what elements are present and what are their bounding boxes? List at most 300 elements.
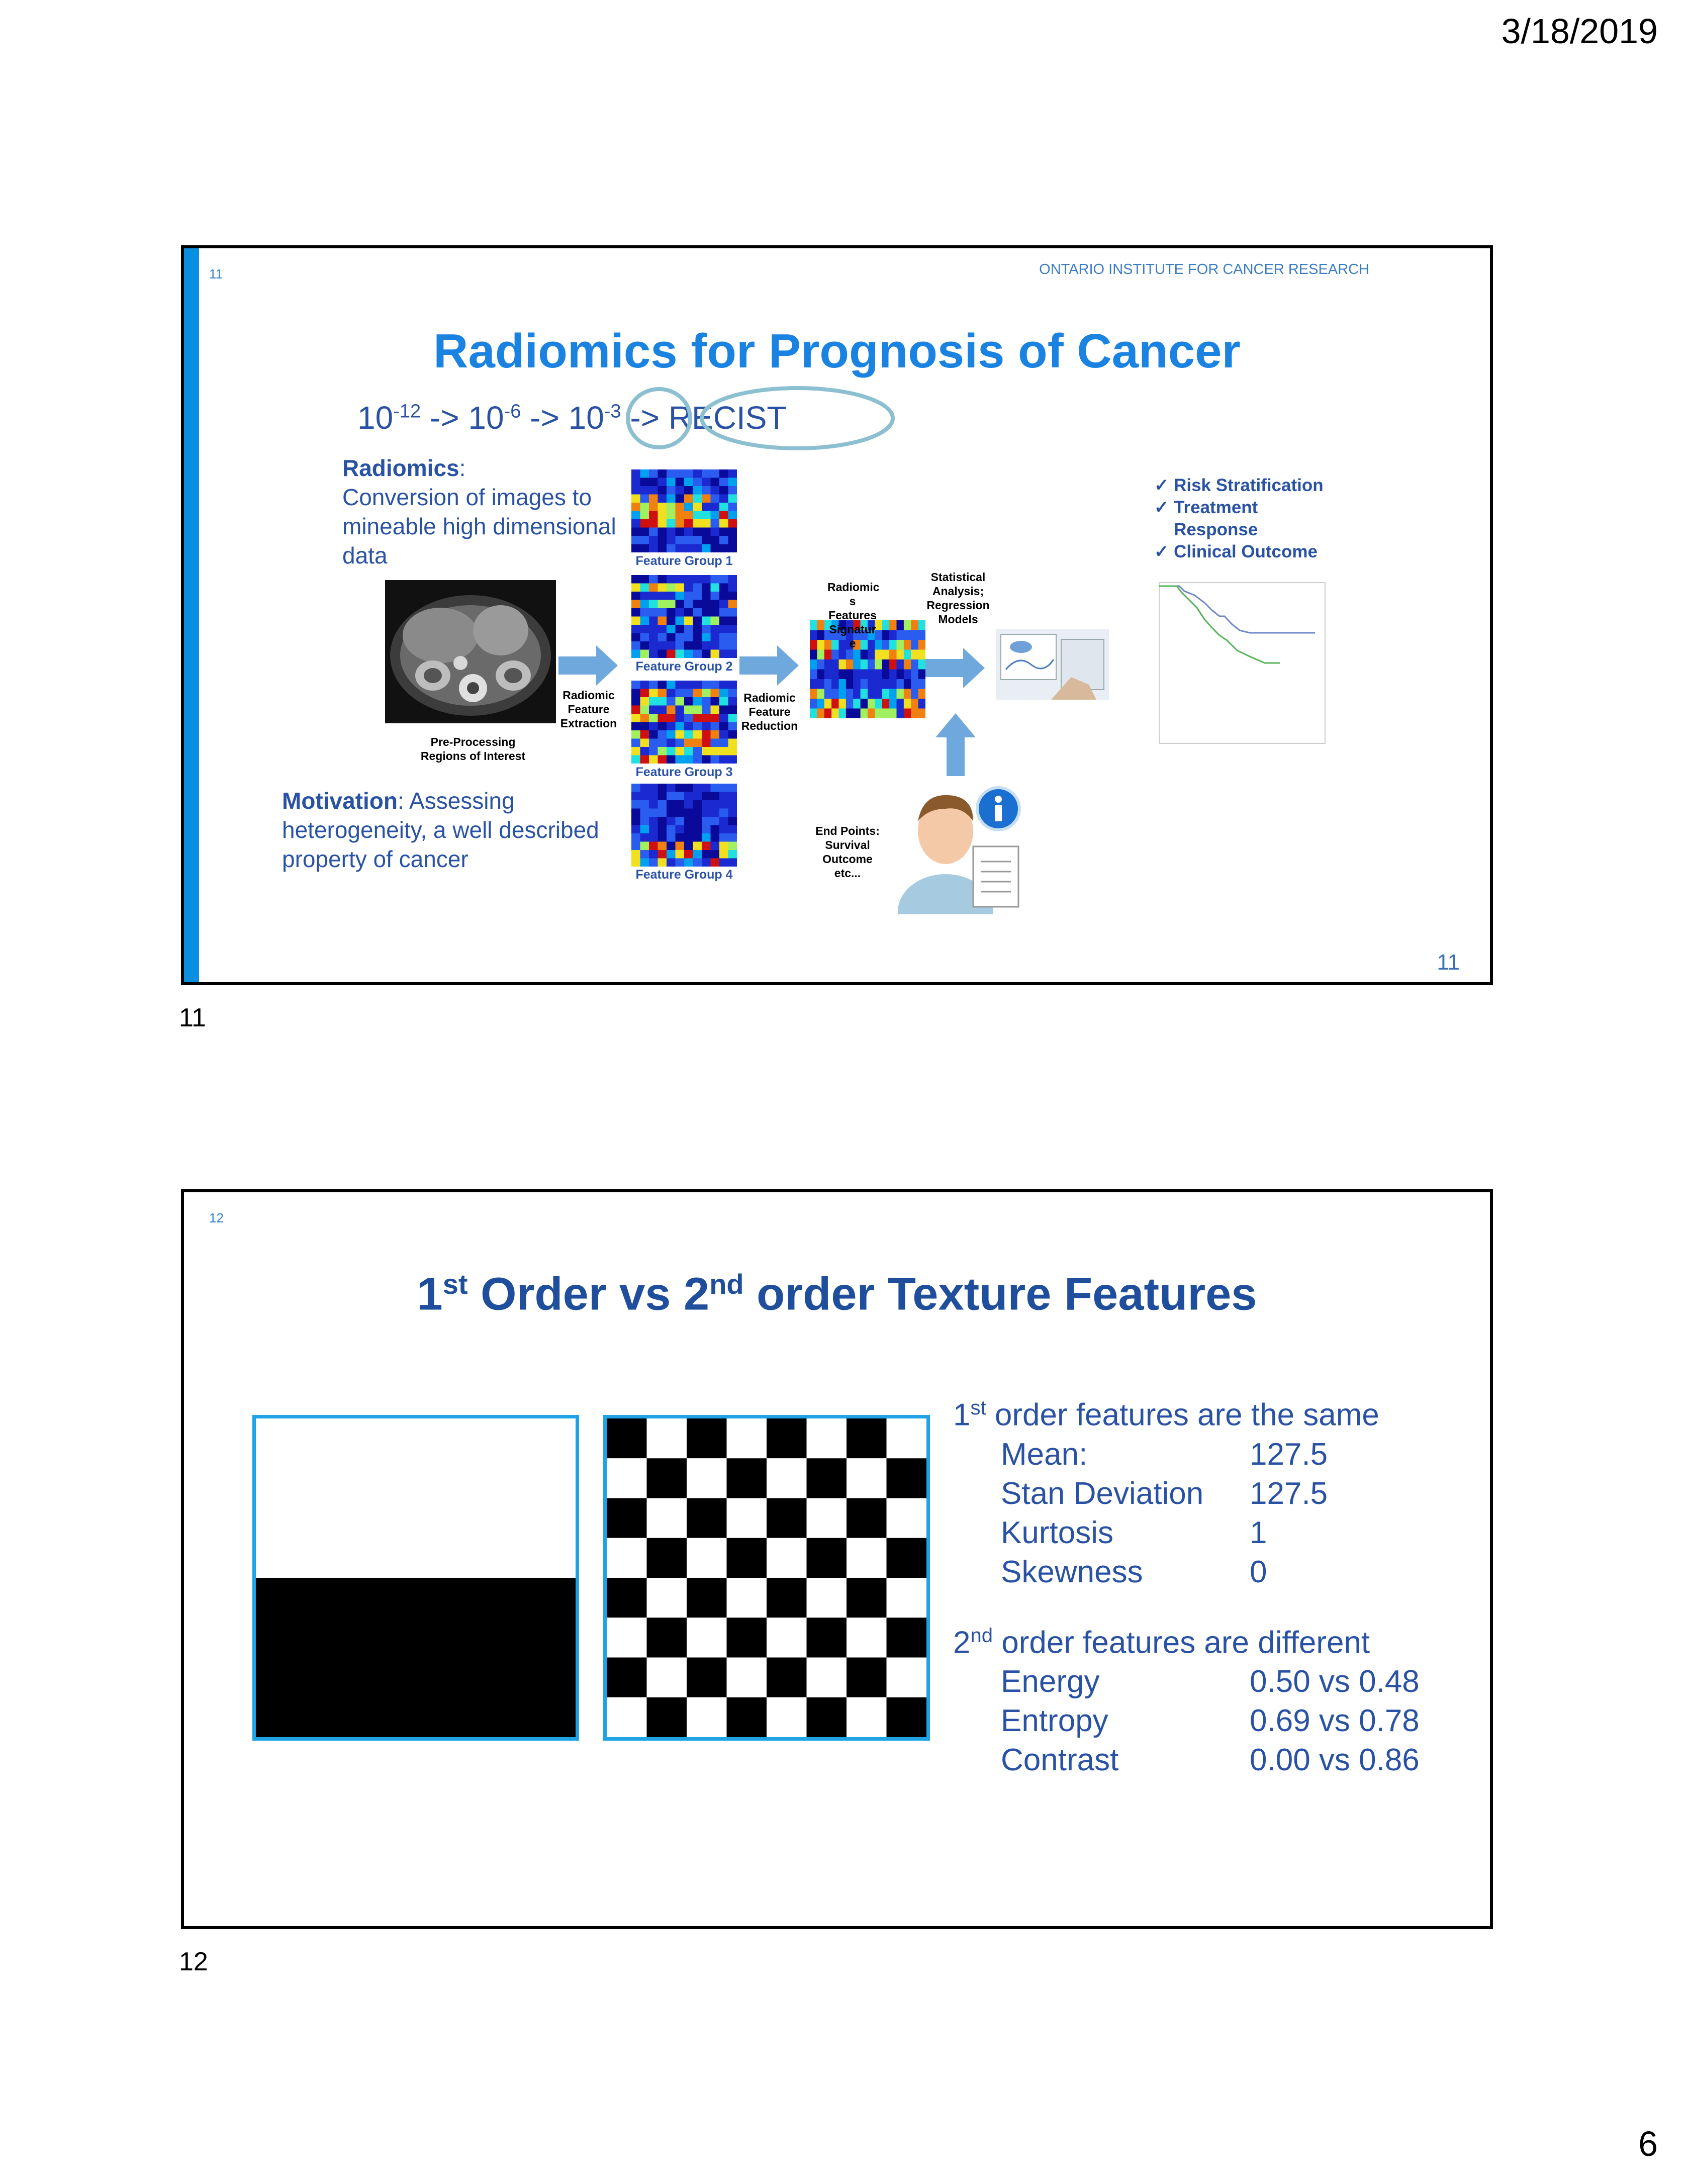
motivation-description: [282, 786, 644, 874]
heatmap-cell: [719, 600, 728, 609]
slide-caption: 11: [179, 1003, 206, 1032]
heatmap-cell: [658, 859, 667, 867]
heatmap-cell: [676, 519, 685, 528]
heatmap-cell: [684, 519, 693, 528]
checker-cell: [687, 1538, 727, 1578]
feature-name: Mean:: [1001, 1437, 1088, 1472]
checker-cell: [767, 1538, 807, 1578]
heatmap-cell: [897, 670, 904, 680]
heatmap-cell: [640, 600, 649, 609]
heatmap-cell: [667, 633, 676, 642]
heatmap-cell: [810, 630, 817, 640]
heatmap-cell: [711, 486, 720, 495]
heatmap-cell: [631, 714, 640, 722]
heatmap-cell: [667, 625, 676, 633]
checker-cell: [607, 1618, 647, 1657]
heatmap-cell: [861, 709, 868, 719]
heatmap-cell: [728, 747, 737, 755]
heatmap-cell: [719, 495, 728, 503]
feature-value: 0.50 vs 0.48: [1250, 1664, 1420, 1699]
outcome-item: [1154, 541, 1324, 563]
heatmap-cell: [693, 842, 702, 850]
heatmap-cell: [631, 747, 640, 755]
heatmap-cell: [631, 575, 640, 584]
heatmap-cell: [897, 689, 904, 699]
heatmap-cell: [719, 486, 728, 495]
heatmap-cell: [918, 689, 925, 699]
heatmap-cell: [831, 650, 839, 660]
heatmap-cell: [693, 792, 702, 801]
checker-cell: [807, 1458, 847, 1498]
checker-cell: [647, 1697, 687, 1737]
heatmap-cell: [728, 584, 737, 592]
heatmap-cell: [817, 659, 824, 670]
heatmap-cell: [640, 519, 649, 528]
heatmap-cell: [667, 469, 676, 478]
heatmap-cell: [676, 608, 685, 617]
heatmap-cell: [667, 536, 676, 544]
heatmap-cell: [719, 859, 728, 867]
heatmap-cell: [676, 495, 685, 503]
highlight-ellipses: [601, 384, 1054, 454]
heatmap-cell: [728, 755, 737, 764]
checker-cell: [647, 1578, 687, 1618]
heatmap-cell: [817, 650, 824, 660]
heatmap-cell: [667, 689, 676, 698]
feature-value: 0: [1250, 1554, 1267, 1589]
heatmap-cell: [667, 842, 676, 850]
heatmap-cell: [868, 689, 875, 699]
title-sup: st: [442, 1268, 468, 1300]
heatmap-cell: [719, 809, 728, 817]
heatmap-cell: [702, 833, 711, 842]
heatmap-cell: [904, 670, 911, 680]
heatmap-cell: [667, 478, 676, 487]
heatmap-cell: [676, 825, 685, 834]
label-extraction: Radiomic Feature Extraction: [560, 689, 617, 730]
heatmap-cell: [631, 503, 640, 511]
heatmap-cell: [631, 739, 640, 747]
heatmap-cell: [631, 544, 640, 553]
heatmap-cell: [904, 620, 911, 630]
first-order-heading: [953, 1388, 1420, 1435]
heatmap-cell: [702, 528, 711, 536]
feature-name: Stan Deviation: [1001, 1476, 1204, 1511]
heatmap-cell: [711, 617, 720, 625]
heatmap-cell: [676, 633, 685, 642]
heatmap-cell: [640, 842, 649, 850]
checker-cell: [767, 1658, 807, 1697]
heatmap-cell: [640, 809, 649, 817]
checker-cell: [807, 1498, 847, 1538]
heatmap-cell: [658, 478, 667, 487]
heatmap-cell: [631, 528, 640, 536]
heatmap-cell: [693, 528, 702, 536]
heatmap-cell: [667, 511, 676, 520]
heatmap-cell: [693, 503, 702, 511]
heatmap-cell: [711, 842, 720, 850]
heading-text: order features are the same: [986, 1397, 1379, 1433]
heatmap-cell: [684, 755, 693, 764]
heatmap-cell: [667, 809, 676, 817]
heatmap-cell: [711, 608, 720, 617]
heatmap-cell: [728, 739, 737, 747]
heatmap-cell: [658, 739, 667, 747]
heatmap-cell: [904, 630, 911, 640]
heatmap-cell: [711, 784, 720, 792]
heatmap-cell: [658, 817, 667, 825]
heatmap-cell: [719, 739, 728, 747]
heatmap-cell: [676, 714, 685, 722]
heatmap-cell: [658, 544, 667, 553]
heatmap-cell: [728, 478, 737, 487]
heatmap-cell: [904, 650, 911, 660]
heatmap-cell: [702, 747, 711, 755]
checker-cell: [607, 1418, 647, 1458]
heatmap-cell: [911, 659, 918, 670]
heatmap-cell: [824, 699, 832, 709]
heatmap-cell: [649, 850, 658, 859]
heatmap-cell: [719, 730, 728, 739]
checker-cell: [687, 1498, 727, 1538]
heatmap-cell: [702, 641, 711, 650]
heatmap-cell: [640, 528, 649, 536]
heatmap-cell: [702, 650, 711, 658]
heatmap-cell: [658, 792, 667, 801]
heatmap-cell: [658, 617, 667, 625]
heatmap-cell: [658, 503, 667, 511]
heatmap-cell: [631, 755, 640, 764]
heatmap-cell: [817, 679, 824, 689]
checker-cell: [887, 1458, 927, 1498]
heatmap-cell: [649, 842, 658, 850]
analysis-image: [996, 629, 1109, 700]
heatmap-cell: [640, 706, 649, 714]
heatmap-cell: [649, 495, 658, 503]
heatmap-cell: [684, 495, 693, 503]
heatmap-cell: [676, 792, 685, 801]
heatmap-cell: [719, 792, 728, 801]
heatmap-cell: [640, 469, 649, 478]
heatmap-cell: [684, 575, 693, 584]
title-part: Order vs 2: [467, 1268, 710, 1320]
heatmap-cell: [719, 800, 728, 809]
heatmap-cell: [667, 592, 676, 600]
heatmap-cell: [667, 584, 676, 592]
heatmap-cell: [676, 641, 685, 650]
heatmap-cell: [861, 689, 868, 699]
checker-cell: [767, 1697, 807, 1737]
heatmap-cell: [693, 747, 702, 755]
heatmap-cell: [875, 650, 882, 660]
radiomics-term: Radiomics: [342, 455, 459, 481]
checker-cell: [767, 1578, 807, 1618]
heatmap-cell: [640, 825, 649, 834]
heatmap-cell: [667, 600, 676, 609]
feature-row: [953, 1474, 1420, 1513]
heatmap-cell: [711, 633, 720, 642]
heatmap-cell: [693, 650, 702, 658]
heatmap-cell: [831, 679, 839, 689]
heatmap-cell: [640, 536, 649, 544]
heatmap-cell: [640, 503, 649, 511]
checker-cell: [847, 1538, 887, 1578]
checker-cell: [647, 1658, 687, 1697]
heatmap-cell: [728, 817, 737, 825]
heatmap-cell: [719, 747, 728, 755]
motivation-definition: : Assessing heterogeneity, a well described property of cancer: [282, 788, 599, 872]
heatmap-cell: [719, 697, 728, 706]
heatmap-cell: [711, 817, 720, 825]
heatmap-cell: [631, 486, 640, 495]
heatmap-cell: [658, 722, 667, 731]
heatmap-cell: [846, 670, 854, 680]
heatmap-cell: [693, 641, 702, 650]
heatmap-cell: [897, 679, 904, 689]
heatmap-cell: [658, 600, 667, 609]
heatmap-cell: [817, 709, 824, 719]
heatmap-cell: [667, 730, 676, 739]
checker-cell: [887, 1538, 927, 1578]
heatmap-cell: [911, 650, 918, 660]
heatmap-cell: [676, 730, 685, 739]
heatmap-cell: [711, 575, 720, 584]
heatmap-cell: [649, 608, 658, 617]
heatmap-cell: [631, 519, 640, 528]
heatmap-cell: [631, 722, 640, 731]
heatmap-cell: [667, 739, 676, 747]
heatmap-cell: [649, 641, 658, 650]
heatmap-cell: [693, 681, 702, 689]
checker-cell: [727, 1498, 767, 1538]
heatmap-cell: [702, 633, 711, 642]
heatmap-cell: [875, 679, 882, 689]
checkerboard-image: [603, 1415, 930, 1741]
heatmap-cell: [711, 478, 720, 487]
heatmap-cell: [719, 817, 728, 825]
heatmap-cell: [684, 792, 693, 801]
heatmap-cell: [658, 608, 667, 617]
heatmap-cell: [649, 697, 658, 706]
heatmap-cell: [728, 650, 737, 658]
heatmap-cell: [846, 659, 854, 670]
checker-cell: [727, 1618, 767, 1657]
heatmap-cell: [649, 817, 658, 825]
heatmap-cell: [684, 486, 693, 495]
heatmap-cell: [702, 608, 711, 617]
heatmap-cell: [684, 747, 693, 755]
heatmap-cell: [649, 755, 658, 764]
heatmap-cell: [658, 697, 667, 706]
heatmap-cell: [693, 469, 702, 478]
feature-comparison: [953, 1388, 1420, 1780]
checker-cell: [687, 1658, 727, 1697]
heatmap-cell: [684, 600, 693, 609]
checker-cell: [767, 1618, 807, 1657]
heatmap-cell: [853, 670, 861, 680]
heatmap-cell: [676, 544, 685, 553]
heatmap-cell: [918, 709, 925, 719]
heatmap-cell: [711, 600, 720, 609]
heatmap-cell: [667, 859, 676, 867]
heatmap-cell: [676, 706, 685, 714]
heatmap-cell: [719, 833, 728, 842]
heading-sup: st: [970, 1397, 986, 1419]
heatmap-cell: [711, 800, 720, 809]
heatmap-cell: [728, 536, 737, 544]
heatmap-cell: [684, 739, 693, 747]
heatmap-cell: [702, 478, 711, 487]
heatmap-cell: [676, 784, 685, 792]
page-date: 3/18/2019: [1501, 12, 1658, 51]
checker-cell: [887, 1618, 927, 1657]
heatmap-cell: [649, 784, 658, 792]
heatmap-cell: [711, 739, 720, 747]
feature-group-3-heatmap: [631, 681, 737, 764]
heatmap-cell: [719, 503, 728, 511]
heatmap-cell: [649, 575, 658, 584]
heatmap-cell: [728, 608, 737, 617]
heatmap-cell: [658, 592, 667, 600]
title-sup: nd: [709, 1268, 744, 1300]
heatmap-cell: [882, 650, 890, 660]
heatmap-cell: [631, 817, 640, 825]
motivation-term: Motivation: [282, 788, 398, 814]
heatmap-cell: [649, 859, 658, 867]
heatmap-cell: [658, 519, 667, 528]
heatmap-cell: [667, 706, 676, 714]
checker-cell: [887, 1498, 927, 1538]
heatmap-cell: [868, 709, 875, 719]
feature-group-2-heatmap: [631, 575, 737, 658]
heatmap-cell: [693, 730, 702, 739]
heatmap-cell: [889, 699, 897, 709]
heatmap-cell: [684, 650, 693, 658]
heatmap-cell: [810, 650, 817, 660]
heatmap-cell: [667, 544, 676, 553]
heatmap-cell: [728, 592, 737, 600]
heatmap-cell: [728, 784, 737, 792]
exp-base: 10: [568, 400, 604, 436]
heatmap-cell: [824, 670, 832, 680]
exp-power: -6: [504, 401, 521, 422]
heatmap-cell: [667, 486, 676, 495]
heatmap-cell: [658, 784, 667, 792]
heatmap-cell: [728, 528, 737, 536]
heatmap-cell: [631, 511, 640, 520]
organization-name: ONTARIO INSTITUTE FOR CANCER RESEARCH: [1039, 261, 1369, 277]
heatmap-cell: [640, 478, 649, 487]
heatmap-cell: [719, 544, 728, 553]
heatmap-cell: [702, 575, 711, 584]
heatmap-cell: [640, 633, 649, 642]
heatmap-cell: [684, 809, 693, 817]
heatmap-cell: [649, 714, 658, 722]
heatmap-cell: [889, 709, 897, 719]
heatmap-cell: [911, 640, 918, 650]
feature-group-2-label: Feature Group 2: [635, 659, 733, 674]
heatmap-cell: [676, 755, 685, 764]
checker-cell: [887, 1578, 927, 1618]
heatmap-cell: [711, 519, 720, 528]
heatmap-cell: [676, 478, 685, 487]
heatmap-cell: [649, 528, 658, 536]
heatmap-cell: [728, 730, 737, 739]
heatmap-cell: [711, 859, 720, 867]
outcome-label: Risk Stratification: [1174, 476, 1324, 495]
heatmap-cell: [875, 670, 882, 680]
check-icon: ✓: [1154, 476, 1169, 495]
heatmap-cell: [693, 850, 702, 859]
heatmap-cell: [684, 689, 693, 698]
heatmap-cell: [711, 697, 720, 706]
heatmap-cell: [693, 519, 702, 528]
slide-texture-features: [181, 1189, 1493, 1929]
checker-cell: [687, 1418, 727, 1458]
heatmap-cell: [693, 536, 702, 544]
heatmap-cell: [846, 689, 854, 699]
heatmap-cell: [882, 709, 890, 719]
checker-cell: [847, 1658, 887, 1697]
heatmap-cell: [658, 706, 667, 714]
heatmap-cell: [693, 575, 702, 584]
checker-cell: [807, 1618, 847, 1657]
heatmap-cell: [631, 584, 640, 592]
heatmap-cell: [640, 739, 649, 747]
heatmap-cell: [658, 511, 667, 520]
heading-sup: nd: [970, 1624, 993, 1647]
heatmap-cell: [676, 817, 685, 825]
heatmap-cell: [631, 689, 640, 698]
heatmap-cell: [658, 486, 667, 495]
ellipse-large: [702, 388, 893, 448]
heatmap-cell: [702, 722, 711, 731]
heatmap-cell: [667, 792, 676, 801]
heatmap-cell: [810, 640, 817, 650]
heatmap-cell: [719, 592, 728, 600]
heatmap-cell: [658, 495, 667, 503]
heatmap-cell: [889, 689, 897, 699]
heatmap-cell: [846, 709, 854, 719]
heatmap-cell: [631, 633, 640, 642]
heatmap-cell: [676, 503, 685, 511]
heatmap-cell: [667, 800, 676, 809]
heatmap-cell: [658, 747, 667, 755]
label-signature: Radiomic s Features Signatur e: [827, 581, 880, 650]
heatmap-cell: [658, 809, 667, 817]
heatmap-cell: [693, 697, 702, 706]
heatmap-cell: [649, 478, 658, 487]
heatmap-cell: [711, 584, 720, 592]
heatmap-cell: [684, 697, 693, 706]
heatmap-cell: [640, 608, 649, 617]
checker-cell: [807, 1578, 847, 1618]
check-icon: ✓: [1154, 542, 1169, 561]
heatmap-cell: [658, 528, 667, 536]
checker-cell: [807, 1658, 847, 1697]
heatmap-cell: [667, 755, 676, 764]
heatmap-cell: [640, 833, 649, 842]
heatmap-cell: [810, 620, 817, 630]
heatmap-cell: [904, 699, 911, 709]
arrow-right-icon: [739, 645, 800, 686]
heatmap-cell: [918, 640, 925, 650]
heatmap-cell: [711, 825, 720, 834]
heatmap-cell: [719, 625, 728, 633]
heatmap-cell: [868, 699, 875, 709]
feature-group-1-heatmap: [631, 469, 737, 552]
heatmap-cell: [676, 528, 685, 536]
